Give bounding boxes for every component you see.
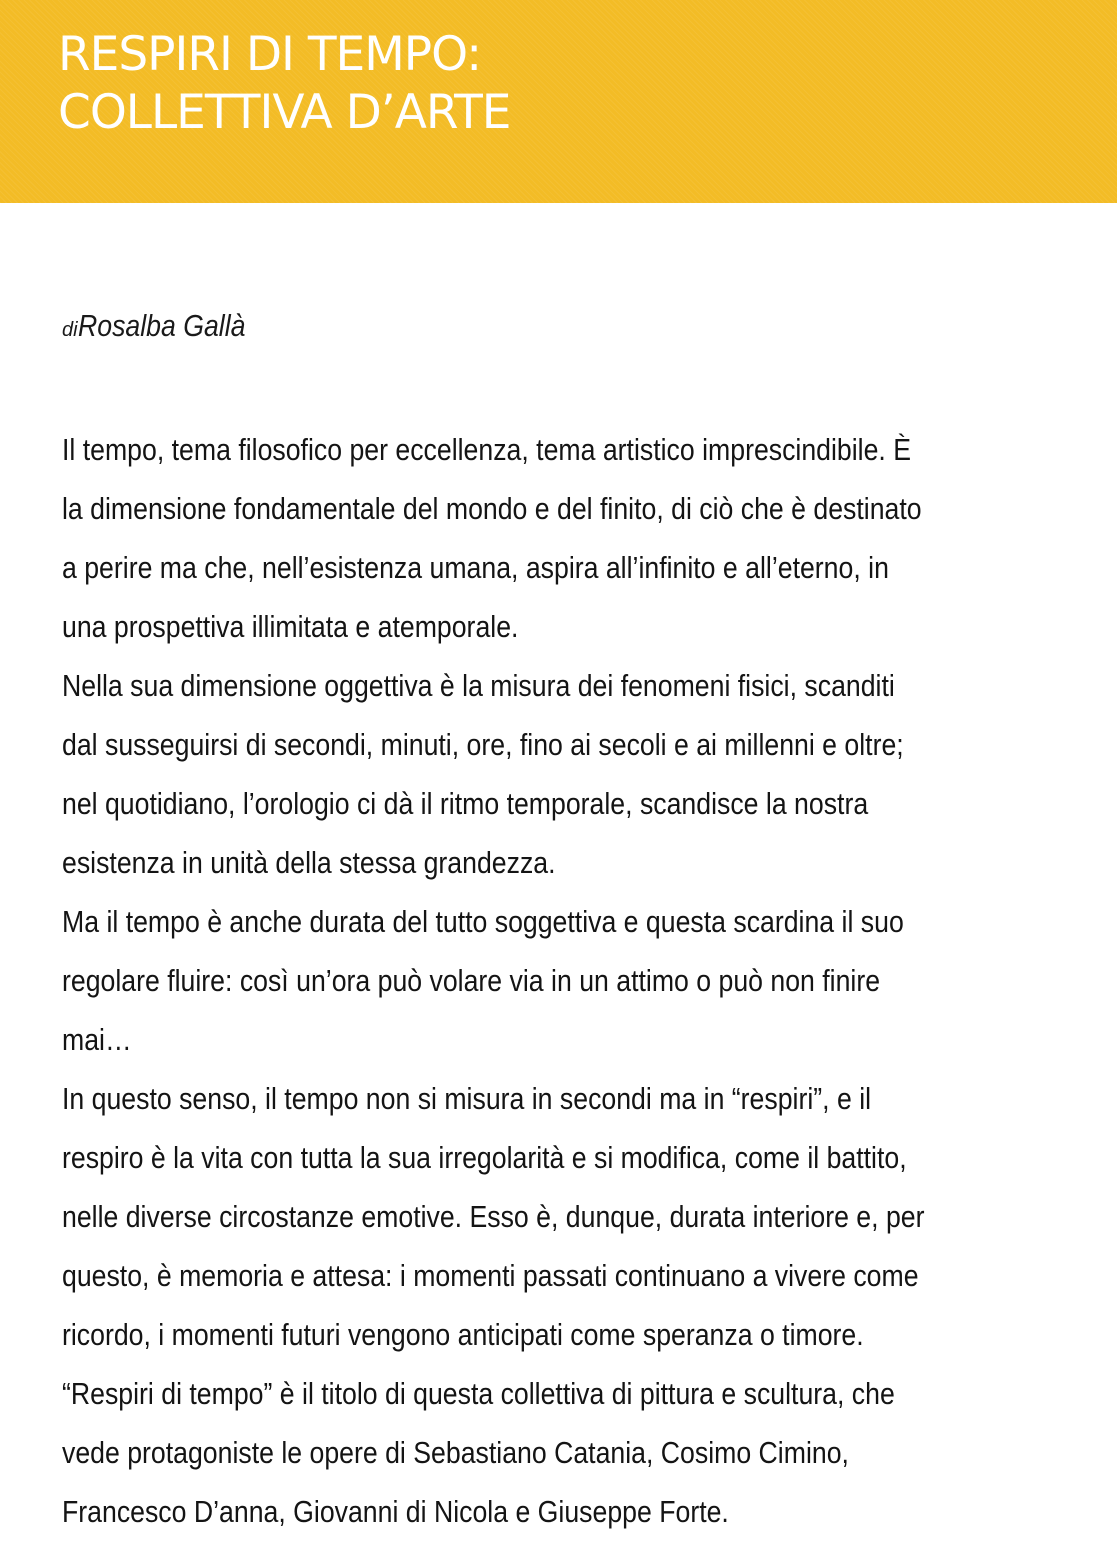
header-band [0,0,1117,203]
text-line: ricordo, i momenti futuri vengono anticipati come speranza o timore. [62,1317,864,1352]
text-line: una prospettiva illimitata e atemporale. [62,609,519,644]
text-line: nelle diverse circostanze emotive. Esso è, dunque, durata interiore e, per [62,1199,925,1234]
text-line: dal susseguirsi di secondi, minuti, ore, fino ai secoli e ai millenni e oltre; [62,727,904,762]
byline-author: Rosalba Gallà [77,308,246,343]
page-title [58,26,511,142]
text-line: Nella sua dimensione oggettiva è la misura dei fenomeni fisici, scanditi [62,668,895,703]
article-body [62,420,1068,1541]
text-line: regolare fluire: così un’ora può volare via in un attimo o può non finire [62,963,881,998]
text-line: Il tempo, tema filosofico per eccellenza, tema artistico imprescindibile. È [62,432,912,467]
text-line: mai… [62,1022,132,1057]
text-line: Ma il tempo è anche durata del tutto soggettiva e questa scardina il suo [62,904,904,939]
text-line: In questo senso, il tempo non si misura in secondi ma in “respiri”, e il [62,1081,872,1116]
text-line: respiro è la vita con tutta la sua irregolarità e si modifica, come il battito, [62,1140,907,1175]
byline-prefix: di [62,319,78,341]
text-line: a perire ma che, nell’esistenza umana, aspira all’infinito e all’eterno, in [62,550,889,585]
text-line: vede protagoniste le opere di Sebastiano Catania, Cosimo Cimino, [62,1435,849,1470]
byline [62,308,272,344]
text-line: nel quotidiano, l’orologio ci dà il ritmo temporale, scandisce la nostra [62,786,869,821]
text-line: “Respiri di tempo” è il titolo di questa collettiva di pittura e scultura, che [62,1376,895,1411]
text-line: esistenza in unità della stessa grandezza. [62,845,556,880]
title-line-2: COLLETTIVA D’ARTE [58,85,511,140]
text-line: la dimensione fondamentale del mondo e del finito, di ciò che è destinato [62,491,922,526]
text-line: questo, è memoria e attesa: i momenti passati continuano a vivere come [62,1258,919,1293]
text-line: Francesco D’anna, Giovanni di Nicola e Giuseppe Forte. [62,1494,729,1529]
title-line-1: RESPIRI DI TEMPO: [58,27,482,82]
